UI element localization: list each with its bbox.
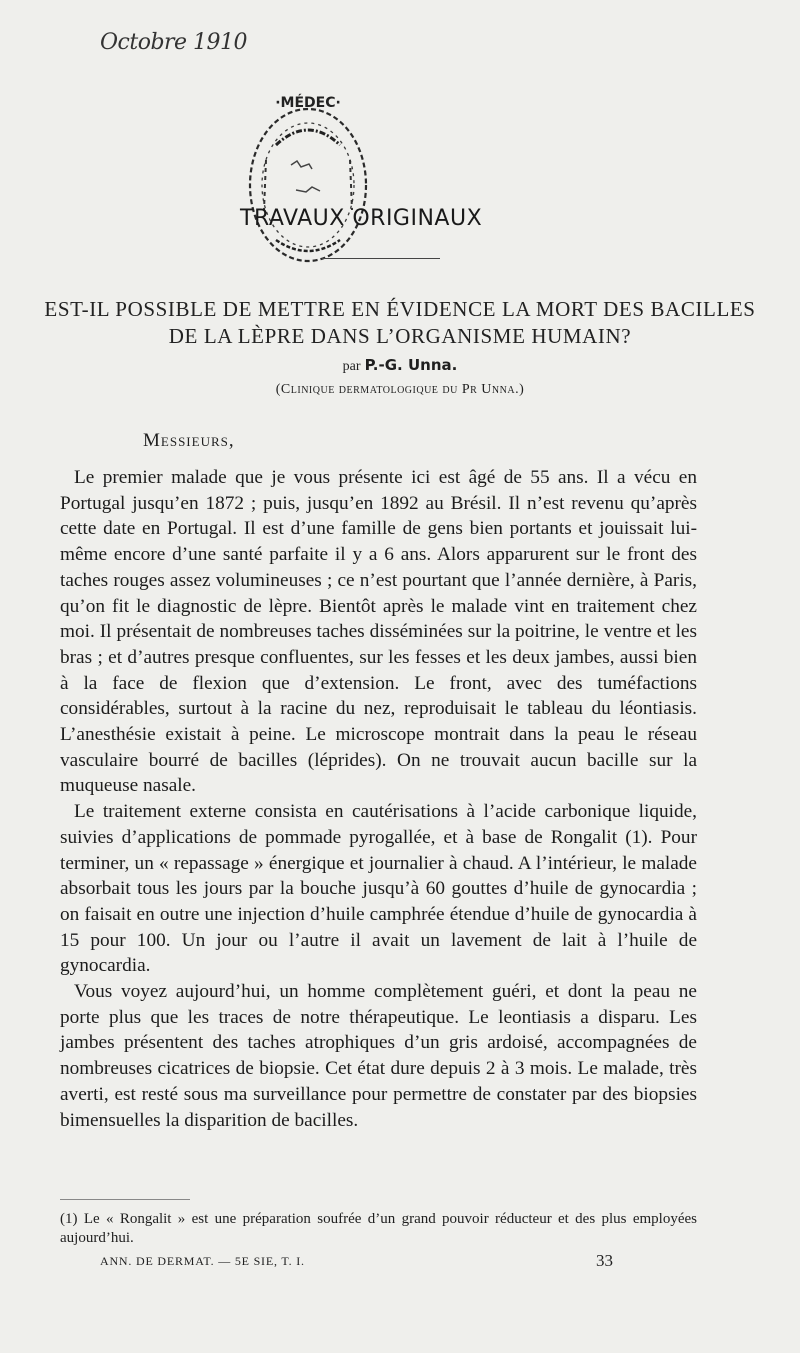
salutation: Messieurs, — [143, 430, 235, 451]
paragraph: Le traitement externe consista en cautérisations à l’acide carbonique liquide, suivies d’applications de pommade pyrogallée, et à base de Rongalit (1). Pour terminer, un « repassage » énergique et journalier à chaud. A l’intérieur, le malade absorbait tous les jours par la bouche jusqu’à 60 gouttes d’huile de gynocardia ; on faisait en outre une injection d’huile camphrée étendue d’huile de gynocardia à 15 pour 100. Un jour ou l’autre il avait un lavement de lait à l’huile de gynocardia. — [60, 801, 697, 977]
affiliation: (Clinique dermatologique du Pr Unna.) — [275, 382, 525, 397]
section-heading: TRAVAUX ORIGINAUX — [240, 206, 483, 231]
paragraph: Vous voyez aujourd’hui, un homme complètement guéri, et dont la peau ne porte plus que les traces de notre thérapeutique. Le leontiasis a disparu. Les jambes présentent des taches atrophiques d’un gris ardoisé, accompagnées de nombreuses cicatrices de biopsie. Cet état dure depuis 2 à 3 mois. Le malade, très averti, est resté sous ma surveillance pour permettre de constater par des biopsies bimensuelles la disparition de bacilles. — [60, 981, 697, 1131]
svg-text:·MÉDEC·: ·MÉDEC· — [275, 95, 341, 111]
library-stamp-icon — [236, 90, 376, 265]
author-name: P.-G. Unna. — [364, 356, 458, 374]
handwritten-date-note: Octobre 1910 — [100, 30, 248, 55]
footnote: (1) Le « Rongalit » est une préparation soufrée d’un grand pouvoir réducteur et des plus employées aujourd’hui. — [60, 1211, 697, 1246]
page-number: 33 — [596, 1251, 613, 1270]
article-title: EST-IL POSSIBLE DE METTRE EN ÉVIDENCE LA MORT DES BACILLES DE LA LÈPRE DANS L’ORGANISME HUMAIN? — [44, 297, 756, 348]
running-footer: ANN. DE DERMAT. — 5E SIE, T. I. — [100, 1254, 305, 1268]
footnote-divider — [60, 1199, 190, 1200]
paragraph: Le premier malade que je vous présente ici est âgé de 55 ans. Il a vécu en Portugal jusqu’en 1872 ; puis, jusqu’en 1892 au Brésil. Il n’est revenu qu’après cette date en Portugal. Il est d’une famille de gens bien portants et jouissait lui-même encore d’une santé parfaite il y a 6 ans. Alors apparurent sur le front des taches rouges assez volumineuses ; ce n’est pourtant que l’année dernière, à Paris, qu’on fit le diagnostic de lèpre. Bientôt après le malade vint en traitement chez moi. Il présentait de nombreuses taches disséminées sur la poitrine, le ventre et les bras ; et d’autres presque confluentes, sur les fesses et les deux jambes, aussi bien à la face de flexion que d’extension. Le front, avec des tuméfactions considérables, surtout à la racine du nez, reproduisait le tableau du léontiasis. L’anesthésie existait à peine. Le microscope montrait dans la peau le réseau vasculaire bourré de bacilles (léprides). On ne trouvait aucun bacille sur la muqueuse nasale. — [60, 467, 697, 797]
byline — [40, 356, 760, 375]
heading-rule — [322, 258, 440, 259]
article-body — [60, 465, 697, 1133]
byline-prefix: par — [342, 359, 361, 374]
